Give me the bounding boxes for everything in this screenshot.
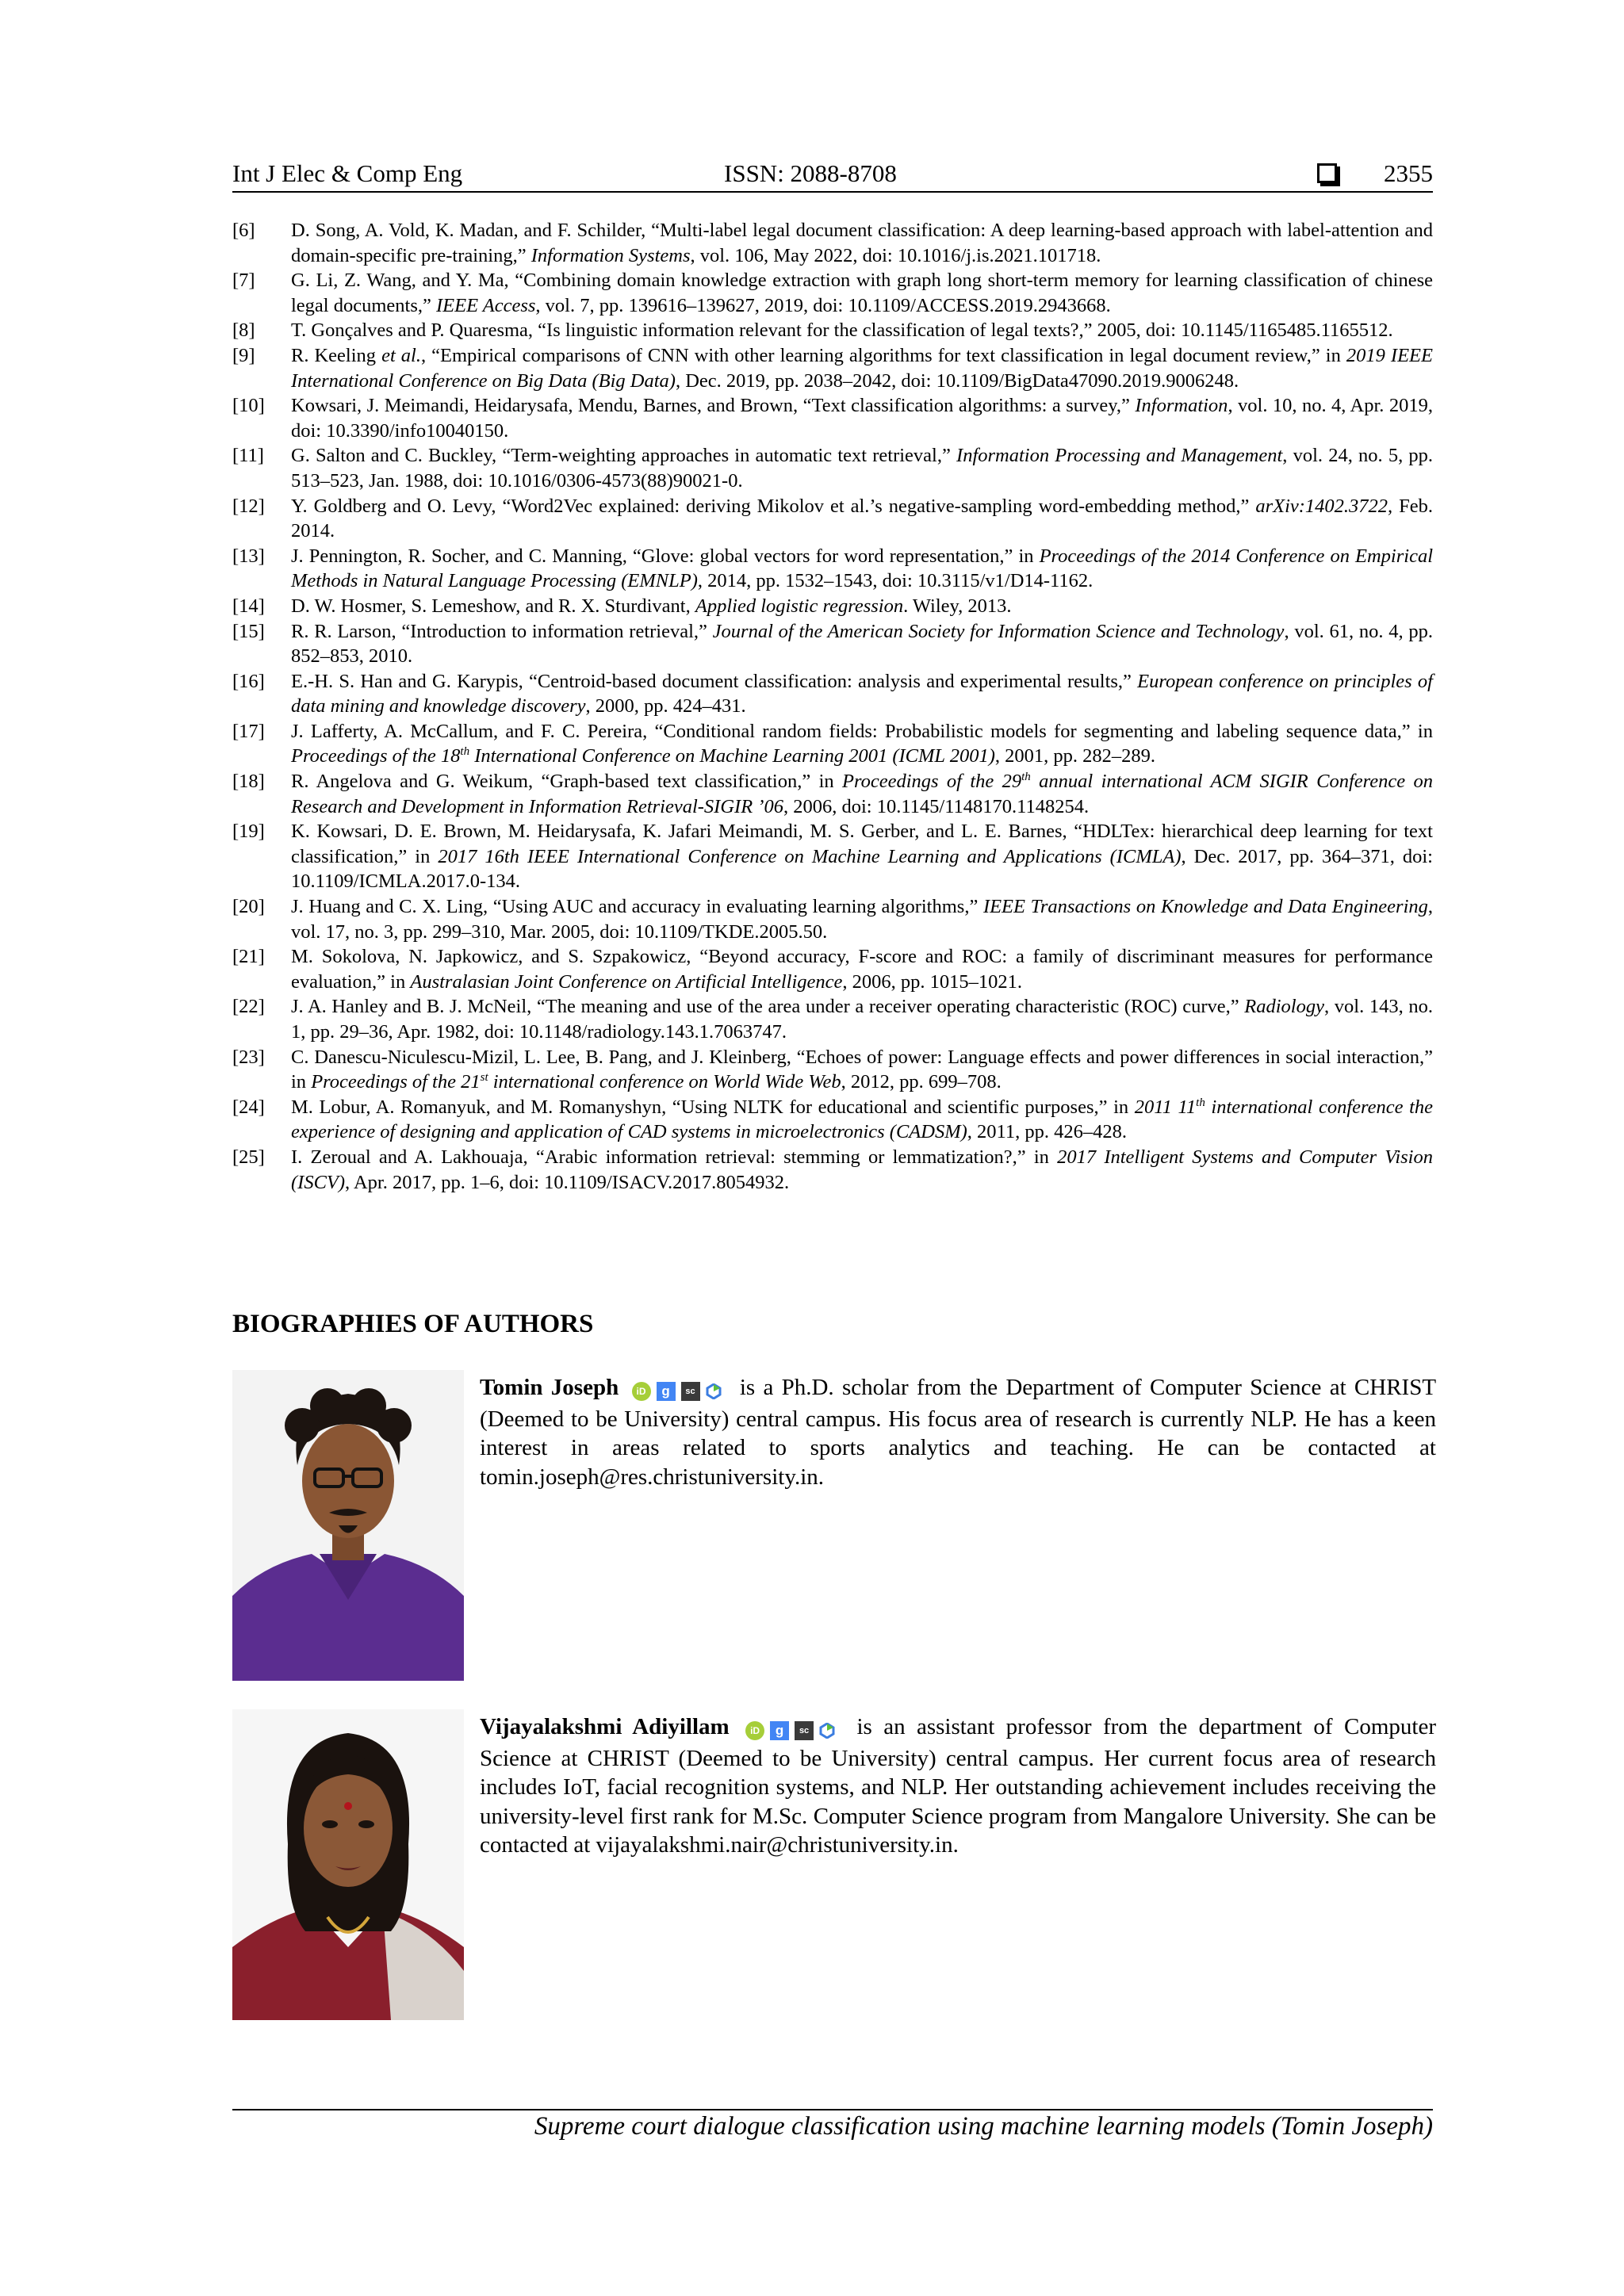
- reference-text: , 2006, doi: 10.1145/1148170.1148254.: [783, 795, 1090, 817]
- author-photo-tomin-joseph: [232, 1370, 464, 1681]
- reference-item: [232, 819, 1433, 894]
- reference-text: European conference on principles of data mining and knowledge discovery: [291, 670, 1433, 718]
- reference-text: th: [1196, 1096, 1205, 1109]
- author-bio-text: is an assistant professor from the department of Computer Science at CHRIST (Deemed to be University) central campus. Her current focus area of research includes IoT, facial recognition systems, and NLP. Her outstanding achievement includes receiving the university-level first rank for M.Sc. Computer Science program from Mangalore University. She can be contacted at vijayalakshmi.nair@christuniversity.in.: [480, 1714, 1436, 1858]
- reference-number: [12]: [232, 495, 265, 517]
- reference-number: [25]: [232, 1146, 265, 1168]
- reference-text: , vol. 106, May 2022, doi: 10.1016/j.is.2021.101718.: [690, 244, 1101, 266]
- reference-number: [23]: [232, 1046, 265, 1068]
- reference-text: D. W. Hosmer, S. Lemeshow, and R. X. Sturdivant,: [291, 595, 695, 617]
- reference-text: , vol. 17, no. 3, pp. 299–310, Mar. 2005, doi: 10.1109/TKDE.2005.50.: [291, 896, 1433, 943]
- reference-number: [20]: [232, 896, 265, 918]
- reference-text: , vol. 7, pp. 139616–139627, 2019, doi: 10.1109/ACCESS.2019.2943668.: [535, 294, 1111, 316]
- reference-item: [232, 944, 1433, 994]
- reference-text: . Wiley, 2013.: [903, 595, 1012, 617]
- reference-item: [232, 1095, 1433, 1145]
- reference-text: K. Kowsari, D. E. Brown, M. Heidarysafa, K. Jafari Meimandi, M. S. Gerber, and L. E. Barnes, “HDLTex: hierarchical deep learning for text classification,” in: [291, 821, 1433, 867]
- orcid-icon[interactable]: iD: [632, 1382, 651, 1401]
- reference-text: Applied logistic regression: [695, 595, 904, 617]
- reference-text: G. Salton and C. Buckley, “Term-weighting approaches in automatic text retrieval,”: [291, 445, 957, 467]
- reference-text: , Dec. 2017, pp. 364–371, doi: 10.1109/ICMLA.2017.0-134.: [291, 845, 1433, 893]
- reference-text: , 2001, pp. 282–289.: [994, 745, 1155, 767]
- reference-text: et al.: [381, 344, 421, 366]
- reference-text: IEEE Access: [436, 294, 536, 316]
- reference-number: [15]: [232, 620, 265, 642]
- portrait-woman-image: [232, 1709, 464, 2020]
- reference-item: [232, 544, 1433, 594]
- author-name: Vijayalakshmi Adiyillam: [480, 1714, 730, 1739]
- publons-icon[interactable]: [706, 1383, 722, 1399]
- reference-text: Proceedings of the 21: [311, 1071, 481, 1093]
- reference-item: [232, 619, 1433, 669]
- author-bio-text: is a Ph.D. scholar from the Department of Computer Science at CHRIST (Deemed to be University) central campus. His focus area of research is currently NLP. He has a keen interest in areas related to sports analytics and teaching. He can be contacted at tomin.joseph@res.christuniversity.in.: [480, 1375, 1437, 1490]
- reference-number: [24]: [232, 1096, 265, 1118]
- reference-number: [9]: [232, 344, 255, 366]
- reference-text: D. Song, A. Vold, K. Madan, and F. Schilder, “Multi-label legal document classification: A deep learning-based approach with label-attention and domain-specific pre-training,”: [291, 220, 1433, 266]
- reference-text: Information: [1135, 395, 1228, 417]
- reference-text: , 2006, pp. 1015–1021.: [842, 970, 1023, 993]
- reference-text: J. A. Hanley and B. J. McNeil, “The meaning and use of the area under a receiver operating characteristic (ROC) curve,”: [291, 996, 1245, 1018]
- reference-text: st: [480, 1071, 488, 1085]
- reference-item: [232, 1045, 1433, 1095]
- footer-divider: [232, 2109, 1433, 2110]
- reference-text: international conference on World Wide Web: [488, 1071, 841, 1093]
- reference-item: [232, 318, 1433, 343]
- reference-list: [232, 218, 1433, 1195]
- reference-text: , Dec. 2019, pp. 2038–2042, doi: 10.1109/BigData47090.2019.9006248.: [675, 369, 1239, 392]
- page-footer: Supreme court dialogue classification using machine learning models (Tomin Joseph): [534, 2112, 1433, 2141]
- reference-text: International Conference on Machine Learning 2001 (ICML 2001): [469, 745, 995, 767]
- reference-number: [18]: [232, 771, 265, 793]
- reference-text: Journal of the American Society for Information Science and Technology: [712, 620, 1285, 642]
- reference-item: [232, 994, 1433, 1044]
- page-number: 2355: [1384, 159, 1433, 187]
- reference-text: Proceedings of the 29: [842, 771, 1022, 793]
- reference-number: [19]: [232, 821, 265, 843]
- reference-item: [232, 594, 1433, 619]
- reference-text: C. Danescu-Niculescu-Mizil, L. Lee, B. Pang, and J. Kleinberg, “Echoes of power: Language effects and power differences in social interaction,” in: [291, 1046, 1433, 1093]
- page-header: [232, 156, 1433, 191]
- reference-number: [13]: [232, 545, 265, 567]
- reference-item: [232, 894, 1433, 944]
- reference-text: I. Zeroual and A. Lakhouaja, “Arabic information retrieval: stemming or lemmatization?,” in: [291, 1146, 1058, 1168]
- scopus-icon[interactable]: sc: [795, 1721, 814, 1740]
- reference-text: Proceedings of the 2014 Conference on Empirical Methods in Natural Language Processing (EMNLP): [291, 545, 1433, 592]
- reference-text: th: [460, 745, 470, 759]
- reference-text: Australasian Joint Conference on Artificial Intelligence: [410, 970, 843, 993]
- author-name: Tomin Joseph: [480, 1375, 619, 1400]
- reference-text: G. Li, Z. Wang, and Y. Ma, “Combining domain knowledge extraction with graph long short-term memory for learning classification of chinese legal documents,”: [291, 270, 1433, 316]
- google-scholar-icon[interactable]: g: [770, 1721, 789, 1740]
- reference-item: [232, 393, 1433, 443]
- reference-item: [232, 218, 1433, 268]
- reference-text: E.-H. S. Han and G. Karypis, “Centroid-based document classification: analysis and experimental results,”: [291, 670, 1138, 692]
- reference-text: 2011 11: [1134, 1096, 1197, 1118]
- reference-item: [232, 719, 1433, 769]
- author-photo-vijayalakshmi-adiyillam: [232, 1709, 464, 2020]
- reference-text: Radiology: [1244, 996, 1324, 1018]
- reference-text: , 2000, pp. 424–431.: [585, 695, 746, 718]
- reference-item: [232, 1145, 1433, 1195]
- reference-text: M. Sokolova, N. Japkowicz, and S. Szpakowicz, “Beyond accuracy, F-score and ROC: a family of discriminant measures for performance evaluation,” in: [291, 946, 1433, 993]
- journal-name: Int J Elec & Comp Eng: [232, 159, 463, 187]
- reference-item: [232, 494, 1433, 544]
- reference-item: [232, 669, 1433, 719]
- reference-text: IEEE Transactions on Knowledge and Data Engineering: [982, 896, 1428, 918]
- reference-text: M. Lobur, A. Romanyuk, and M. Romanyshyn, “Using NLTK for educational and scientific purposes,” in: [291, 1096, 1135, 1118]
- reference-text: J. Huang and C. X. Ling, “Using AUC and accuracy in evaluating learning algorithms,”: [291, 896, 983, 918]
- reference-text: Kowsari, J. Meimandi, Heidarysafa, Mendu, Barnes, and Brown, “Text classification algorithms: a survey,”: [291, 395, 1136, 417]
- portrait-man-image: [232, 1370, 464, 1681]
- reference-number: [8]: [232, 320, 255, 342]
- reference-text: R. Keeling: [291, 344, 382, 366]
- reference-text: Y. Goldberg and O. Levy, “Word2Vec explained: deriving Mikolov et al.’s negative-sampling word-embedding method,”: [291, 495, 1256, 517]
- author-profile-icons: [632, 1376, 727, 1405]
- reference-number: [7]: [232, 270, 255, 292]
- biographies-heading: BIOGRAPHIES OF AUTHORS: [232, 1310, 594, 1338]
- reference-text: J. Lafferty, A. McCallum, and F. C. Pereira, “Conditional random fields: Probabilistic models for segmenting and labeling sequence data,” in: [291, 720, 1433, 742]
- reference-text: th: [1021, 770, 1031, 783]
- reference-text: arXiv:1402.3722,: [1255, 495, 1393, 517]
- reference-text: Information Systems: [530, 244, 691, 266]
- reference-item: [232, 769, 1433, 819]
- reference-item: [232, 268, 1433, 318]
- reference-text: Proceedings of the 18: [291, 745, 461, 767]
- reference-text: 2019 IEEE International Conference on Big Data (Big Data): [291, 344, 1433, 392]
- author-bio-1: [480, 1373, 1436, 1491]
- reference-number: [17]: [232, 720, 265, 742]
- reference-text: , vol. 24, no. 5, pp. 513–523, Jan. 1988, doi: 10.1016/0306-4573(88)90021-0.: [291, 445, 1434, 492]
- reference-number: [14]: [232, 595, 265, 617]
- reference-text: R. Angelova and G. Weikum, “Graph-based text classification,” in: [291, 771, 842, 793]
- reference-text: annual international ACM SIGIR Conference on Research and Development in Information Retrieval-SIGIR ’06: [291, 771, 1434, 817]
- google-scholar-icon[interactable]: g: [657, 1382, 676, 1401]
- reference-text: J. Pennington, R. Socher, and C. Manning, “Glove: global vectors for word representation,” in: [291, 545, 1040, 567]
- reference-text: T. Gonçalves and P. Quaresma, “Is linguistic information relevant for the classification of legal texts?,” 2005, doi: 10.1145/1165485.1165512.: [291, 320, 1393, 342]
- reference-text: , Apr. 2017, pp. 1–6, doi: 10.1109/ISACV.2017.8054932.: [345, 1171, 790, 1193]
- reference-number: [10]: [232, 395, 265, 417]
- reference-text: , “Empirical comparisons of CNN with other learning algorithms for text classification in legal document review,” in: [420, 344, 1346, 366]
- reference-text: 2017 16th IEEE International Conference on Machine Learning and Applications (ICMLA): [438, 845, 1182, 867]
- reference-text: Feb. 2014.: [291, 495, 1433, 542]
- orcid-icon[interactable]: iD: [745, 1721, 764, 1740]
- checkbox-square-icon: [1317, 163, 1337, 183]
- reference-number: [11]: [232, 445, 264, 467]
- reference-text: , 2012, pp. 699–708.: [841, 1071, 1002, 1093]
- reference-item: [232, 343, 1433, 393]
- reference-text: , 2014, pp. 1532–1543, doi: 10.3115/v1/D14-1162.: [697, 570, 1094, 592]
- reference-text: , vol. 143, no. 1, pp. 29–36, Apr. 1982, doi: 10.1148/radiology.143.1.7063747.: [291, 996, 1434, 1043]
- reference-text: , 2011, pp. 426–428.: [967, 1121, 1128, 1143]
- reference-text: , vol. 61, no. 4, pp. 852–853, 2010.: [291, 620, 1433, 668]
- reference-number: [22]: [232, 996, 265, 1018]
- reference-text: 2017 Intelligent Systems and Computer Vision (ISCV): [291, 1146, 1433, 1193]
- reference-text: R. R. Larson, “Introduction to information retrieval,”: [291, 620, 713, 642]
- issn: ISSN: 2088-8708: [724, 159, 897, 187]
- publons-icon[interactable]: [819, 1723, 835, 1739]
- reference-number: [16]: [232, 670, 265, 692]
- reference-item: [232, 443, 1433, 493]
- author-profile-icons: [745, 1715, 841, 1744]
- reference-number: [21]: [232, 946, 265, 968]
- reference-text: international conference the experience of designing and application of CAD systems in microelectronics (CADSM): [291, 1096, 1434, 1143]
- reference-number: [6]: [232, 220, 255, 241]
- reference-text: Information Processing and Management: [956, 445, 1283, 467]
- header-divider: [232, 191, 1433, 193]
- author-bio-2: [480, 1712, 1436, 1860]
- scopus-icon[interactable]: sc: [681, 1382, 700, 1401]
- reference-text: , vol. 10, no. 4, Apr. 2019, doi: 10.3390/info10040150.: [291, 395, 1433, 442]
